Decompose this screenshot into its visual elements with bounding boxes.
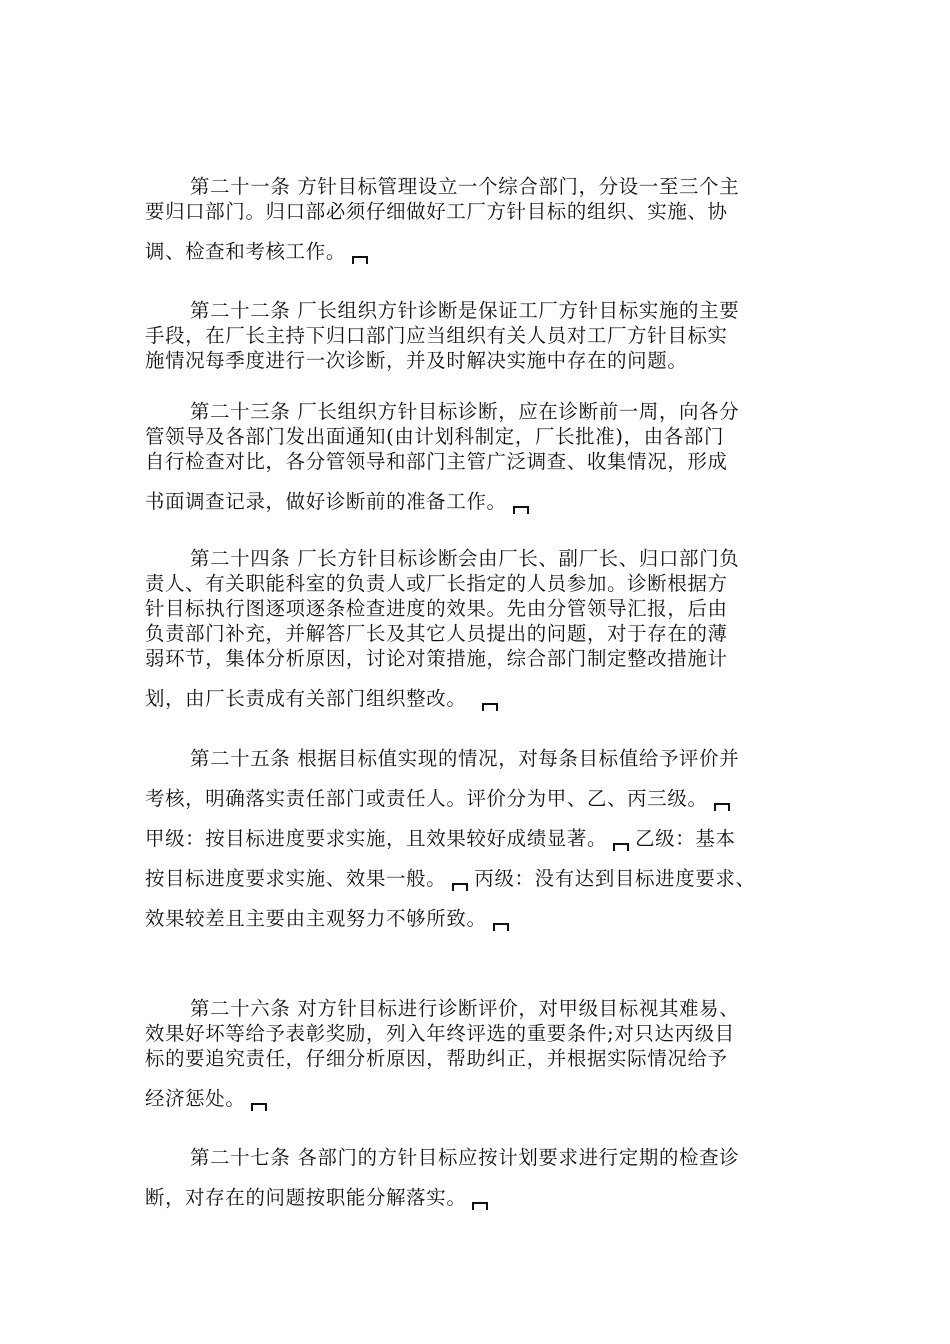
paragraph-mark-icon bbox=[452, 883, 468, 891]
article-23-line-2: 管领导及各部门发出面通知(由计划科制定，厂长批准)，由各部门 bbox=[145, 425, 725, 448]
article-25-line-2 bbox=[145, 786, 815, 811]
article-21-line-3-text: 调、检查和考核工作。 bbox=[145, 240, 346, 263]
article-23-line-1: 第二十三条 厂长组织方针目标诊断，应在诊断前一周，向各分 bbox=[190, 400, 740, 423]
article-24-line-4: 负责部门补充，并解答厂长及其它人员提出的问题，对于存在的薄 bbox=[145, 622, 728, 645]
article-27-line-2-text: 断，对存在的问题按职能分解落实。 bbox=[145, 1186, 467, 1209]
paragraph-mark-icon bbox=[714, 803, 730, 811]
article-24 bbox=[145, 546, 815, 711]
article-21-line-1: 第二十一条 方针目标管理设立一个综合部门，分设一至三个主 bbox=[190, 175, 740, 198]
article-24-line-6-text: 划，由厂长责成有关部门组织整改。 bbox=[145, 687, 467, 710]
grade-a-text: 甲级：按目标进度要求实施，且效果较好成绩显著。 bbox=[145, 827, 608, 850]
paragraph-mark-icon bbox=[472, 1202, 488, 1210]
grade-b-text-end: 按目标进度要求实施、效果一般。 bbox=[145, 867, 447, 890]
article-21-line-2: 要归口部门。归口部必须仔细做好工厂方针目标的组织、实施、协 bbox=[145, 200, 728, 223]
grade-c-text-start: 丙级：没有达到目标进度要求、 bbox=[474, 867, 756, 890]
article-25-line-3 bbox=[145, 826, 815, 851]
article-27-line-2 bbox=[145, 1185, 815, 1210]
article-23-line-4-text: 书面调查记录，做好诊断前的准备工作。 bbox=[145, 490, 507, 513]
grade-c-text-end: 效果较差且主要由主观努力不够所致。 bbox=[145, 907, 487, 930]
article-24-line-5: 弱环节，集体分析原因，讨论对策措施，综合部门制定整改措施计 bbox=[145, 647, 728, 670]
article-25-line-5 bbox=[145, 906, 815, 931]
article-23-line-3: 自行检查对比，各分管领导和部门主管广泛调查、收集情况，形成 bbox=[145, 450, 728, 473]
article-25-line-1: 第二十五条 根据目标值实现的情况，对每条目标值给予评价并 bbox=[190, 747, 740, 770]
article-27 bbox=[145, 1145, 815, 1210]
article-24-line-2: 责人、有关职能科室的负责人或厂长指定的人员参加。诊断根据方 bbox=[145, 572, 728, 595]
paragraph-mark-icon bbox=[513, 506, 529, 514]
article-24-line-6 bbox=[145, 686, 815, 711]
article-26 bbox=[145, 996, 815, 1111]
article-22-line-1: 第二十二条 厂长组织方针诊断是保证工厂方针目标实施的主要 bbox=[190, 299, 740, 322]
article-25-line-2-text: 考核，明确落实责任部门或责任人。评价分为甲、乙、丙三级。 bbox=[145, 787, 708, 810]
article-27-line-1: 第二十七条 各部门的方针目标应按计划要求进行定期的检查诊 bbox=[190, 1146, 740, 1169]
article-21 bbox=[145, 174, 815, 264]
paragraph-mark-icon bbox=[613, 843, 629, 851]
paragraph-mark-icon bbox=[482, 703, 498, 711]
article-21-line-3 bbox=[145, 239, 815, 264]
grade-b-text-start: 乙级：基本 bbox=[635, 827, 736, 850]
paragraph-mark-icon bbox=[352, 256, 368, 264]
article-26-line-2: 效果好坏等给予表彰奖励，列入年终评选的重要条件;对只达丙级目 bbox=[145, 1022, 735, 1045]
article-25-line-4 bbox=[145, 866, 815, 891]
article-23-line-4 bbox=[145, 489, 815, 514]
article-22-line-3: 施情况每季度进行一次诊断，并及时解决实施中存在的问题。 bbox=[145, 349, 688, 372]
article-23 bbox=[145, 399, 815, 514]
article-26-line-4 bbox=[145, 1086, 815, 1111]
article-22-line-2: 手段，在厂长主持下归口部门应当组织有关人员对工厂方针目标实 bbox=[145, 324, 728, 347]
article-25 bbox=[145, 746, 815, 931]
paragraph-mark-icon bbox=[493, 923, 509, 931]
article-24-line-3: 针目标执行图逐项逐条检查进度的效果。先由分管领导汇报，后由 bbox=[145, 597, 728, 620]
article-26-line-3: 标的要追究责任，仔细分析原因，帮助纠正，并根据实际情况给予 bbox=[145, 1047, 728, 1070]
article-26-line-4-text: 经济惩处。 bbox=[145, 1087, 246, 1110]
article-26-line-1: 第二十六条 对方针目标进行诊断评价，对甲级目标视其难易、 bbox=[190, 997, 740, 1020]
paragraph-mark-icon bbox=[251, 1103, 267, 1111]
article-24-line-1: 第二十四条 厂长方针目标诊断会由厂长、副厂长、归口部门负 bbox=[190, 547, 740, 570]
article-22 bbox=[145, 298, 815, 373]
